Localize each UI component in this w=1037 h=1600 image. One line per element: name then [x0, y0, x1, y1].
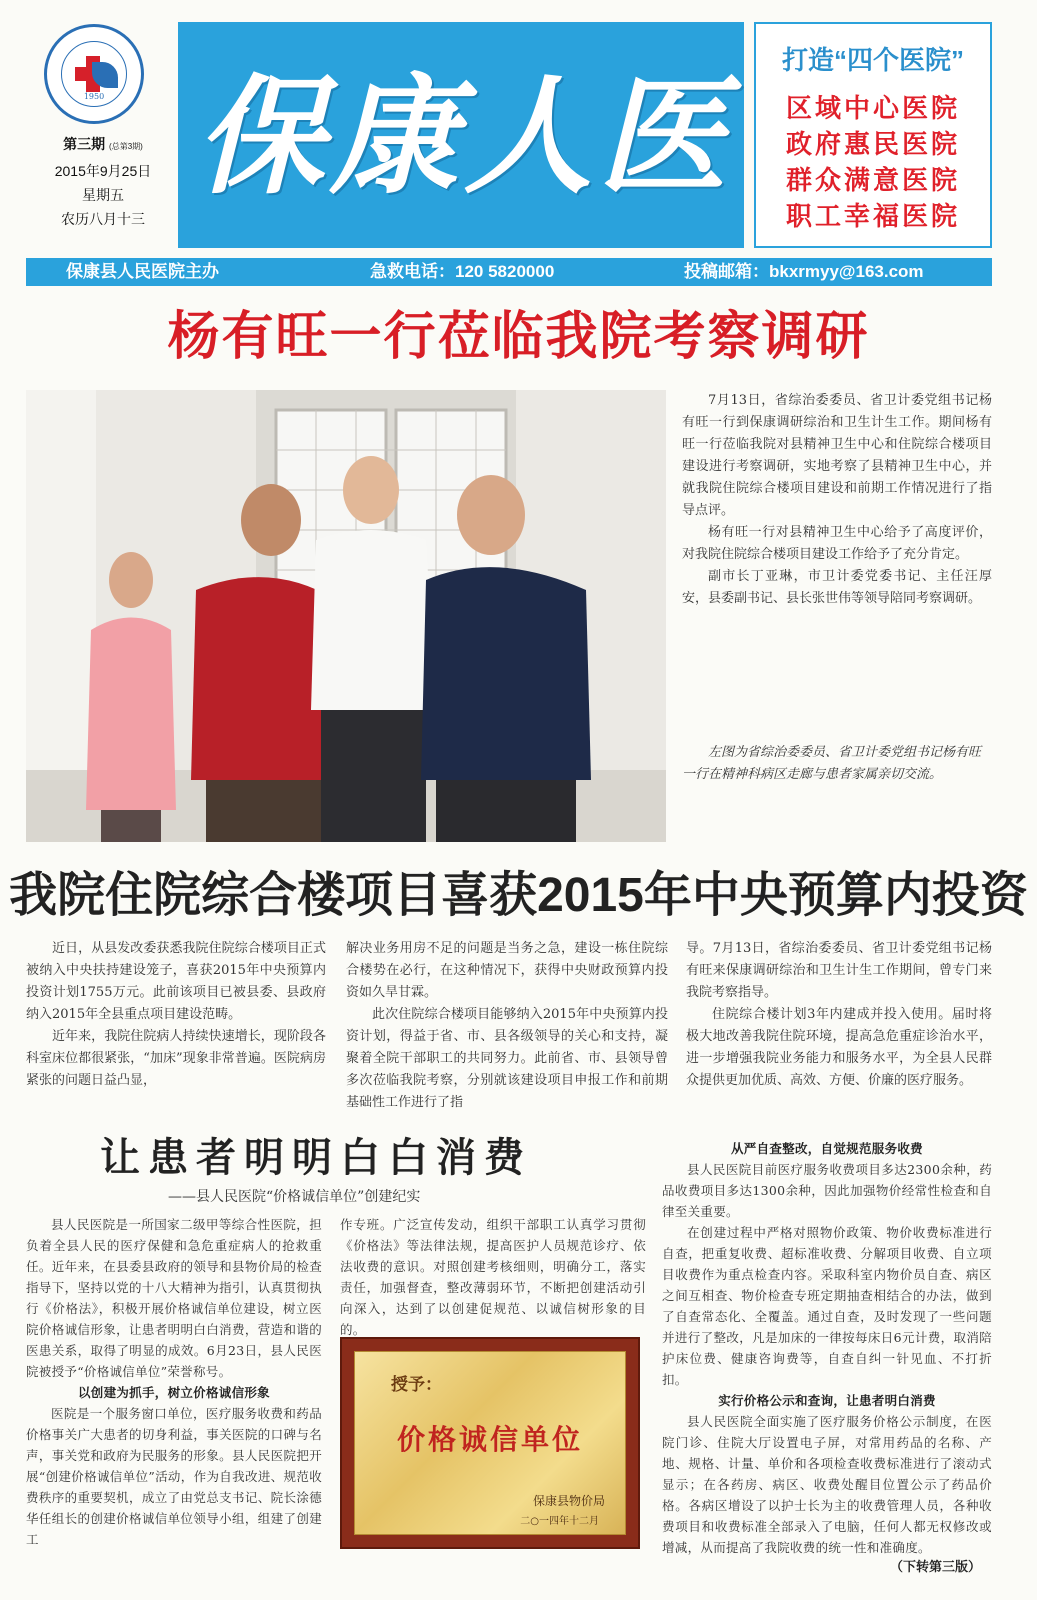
paragraph: 县人民医院目前医疗服务收费项目多达2300余种，药品收费项目多达1300余种，因此加强物价经常性检查和自律至关重要。	[662, 1162, 992, 1219]
honor-plaque	[340, 1337, 640, 1549]
article2-headline: 我院住院综合楼项目喜获2015年中央预算内投资	[9, 869, 1028, 922]
paragraph: 导。7月13日，省综治委委员、省卫计委党组书记杨有旺来保康调研综治和卫生计生工作期间，曾专门来我院考察指导。	[686, 941, 992, 1000]
continued-note: （下转第三版）	[890, 1560, 982, 1575]
issue-info	[38, 132, 168, 231]
section-subheading: 从严自查整改，自觉规范服务收费	[730, 1141, 923, 1156]
slogan-line: 区域中心医院	[785, 93, 960, 123]
slogan-line: 政府惠民医院	[785, 129, 960, 159]
slogan-box	[754, 22, 992, 248]
plaque-org: 保康县物价局	[532, 1494, 605, 1508]
email-text: 投稿邮箱：bkxrmyy@163.com	[684, 262, 924, 281]
plaque-date: 二○一四年十二月	[520, 1516, 599, 1527]
news-photo	[26, 390, 666, 842]
article1-headline: 杨有旺一行莅临我院考察调研	[167, 308, 870, 366]
slogan-line: 群众满意医院	[785, 165, 960, 195]
article1-body	[682, 390, 992, 610]
paragraph: 近日，从县发改委获悉我院住院综合楼项目正式被纳入中央扶持建设笼子，喜获2015年中央预算内投资计划1755万元。此前该项目已被县委、县政府纳入2015年全县重点项目建设范畴。	[26, 941, 326, 1022]
article3-headline: 让患者明明白白消费	[100, 1136, 532, 1180]
plaque-title: 价格诚信单位	[396, 1424, 583, 1455]
issue-number: 第三期	[63, 136, 106, 152]
slogan-line: 职工幸福医院	[785, 201, 960, 231]
article3-subtitle: ——县人民医院“价格诚信单位”创建纪实	[168, 1189, 421, 1205]
paragraph: 解决业务用房不足的问题是当务之急，建设一栋住院综合楼势在必行，在这种情况下，获得中央财政预算内投资如久旱甘霖。	[346, 941, 668, 1000]
paragraph: 县人民医院是一所国家二级甲等综合性医院，担负着全县人民的医疗保健和急危重症病人的抢救重任。近年来，在县委县政府的领导和县物价局的检查指导下，坚持以党的十八大精神为指引，认真贯彻执行《价格法》，积极开展价格诚信单位建设，树立医院价格诚信形象，让患者明明白白消费，营造和谐的医患关系，取得了明显的成效。6月23日，县人民医院被授予“价格诚信单位”荣誉称号。	[26, 1217, 322, 1379]
hospital-logo	[44, 24, 144, 124]
article3-col1	[26, 1214, 322, 1550]
sponsor-text: 保康县人民医院主办	[66, 262, 219, 281]
paragraph: 杨有旺一行对县精神卫生中心给予了高度评价，对我院住院综合楼项目建设工作给予了充分肯定。	[682, 525, 992, 562]
photo-illustration	[26, 390, 666, 842]
paragraph: 在创建过程中严格对照物价政策、物价收费标准进行自查，把重复收费、超标准收费、分解项目收费、自立项目收费作为重点检查内容。采取科室内物价员自查、病区之间互相查、物价检查专班定期抽查相结合的办法，做到了自查常态化、全覆盖。通过自查，及时发现了一些问题并进行了整改，凡是加床的一律按每床日6元计费，取消陪护床位费、健康咨询费等，自查自纠一针见血、不打折扣。	[662, 1225, 992, 1387]
article2-col1	[26, 938, 326, 1092]
plaque-face	[354, 1351, 626, 1535]
hotline-text: 急救电话：120 5820000	[370, 262, 555, 281]
section-subheading: 实行价格公示和查询，让患者明白消费	[718, 1393, 936, 1408]
article3-col2	[340, 1214, 646, 1340]
photo-caption: 左图为省综治委委员、省卫计委党组书记杨有旺一行在精神科病区走廊与患者家属亲切交流。	[682, 745, 982, 782]
paragraph: 此次住院综合楼项目能够纳入2015年中央预算内投资计划，得益于省、市、县各级领导的关心和支持，凝聚着全院干部职工的共同努力。此前省、市、县领导曾多次莅临我院考察，分别就该建设项目申报工作和前期基础性工作进行了指	[346, 1007, 668, 1110]
newspaper-title: 保康人医	[196, 62, 733, 212]
paragraph: 作专班。广泛宣传发动，组织干部职工认真学习贯彻《价格法》等法律法规，提高医护人员规范诊疗、依法收费的意识。对照创建考核细则，明确分工，落实责任，加强督查，整改薄弱环节，不断把创建活动引向深入，达到了以创建促规范、以诚信树形象的目的。	[340, 1217, 646, 1337]
logo-year: 1950	[83, 92, 105, 101]
masthead-banner	[178, 22, 744, 248]
paragraph: 7月13日，省综治委委员、省卫计委党组书记杨有旺一行到保康调研综治和卫生计生工作。期间杨有旺一行莅临我院对县精神卫生中心和住院综合楼项目建设进行考察调研，实地考察了县精神卫生中心，并就我院住院综合楼项目建设和前期工作情况进行了指导点评。	[682, 393, 992, 518]
paragraph: 医院是一个服务窗口单位，医疗服务收费和药品价格事关广大患者的切身利益，事关医院的口碑与名声，事关党和政府为民服务的形象。县人民医院把开展“创建价格诚信单位”活动，作为自我改进、规范收费秩序的重要契机，成立了由党总支书记、院长涂德华任组长的创建价格诚信单位领导小组，组建了创建工	[26, 1406, 322, 1547]
paragraph: 副市长丁亚琳，市卫计委党委书记、主任汪厚安，县委副书记、县长张世伟等领导陪同考察调研。	[682, 569, 992, 606]
article2-col3	[686, 938, 992, 1092]
section-subheading: 以创建为抓手，树立价格诚信形象	[77, 1385, 270, 1400]
logo-emblem	[61, 41, 127, 107]
plaque-grant: 授予：	[391, 1375, 442, 1395]
paragraph: 住院综合楼计划3年内建成并投入使用。届时将极大地改善我院住院环境，提高急危重症诊治水平，进一步增强我院业务能力和服务水平，为全县人民群众提供更加优质、高效、方便、价廉的医疗服务。	[686, 1007, 992, 1088]
article3-col3	[662, 1138, 992, 1558]
paragraph: 县人民医院全面实施了医疗服务价格公示制度，在医院门诊、住院大厅设置电子屏，对常用药品的名称、产地、规格、计量、单价和各项检查收费标准进行了滚动式显示；在各药房、病区、收费处醒目位置公示了药品价格。各病区增设了以护士长为主的收费管理人员，各种收费项目和收费标准全部录入了电脑，任何人都无权修改或增减，从而提高了我院收费的统一性和准确度。	[662, 1414, 992, 1555]
article2-col2	[346, 938, 668, 1114]
issue-date: 2015年9月25日	[54, 163, 152, 179]
issue-total: (总第3期)	[109, 142, 143, 151]
slogan-heading: 打造“四个医院”	[781, 45, 964, 75]
info-bar	[26, 258, 992, 286]
paragraph: 近年来，我院住院病人持续快速增长，现阶段各科室床位都很紧张，“加床”现象非常普遍。医院病房紧张的问题日益凸显，	[26, 1029, 326, 1088]
issue-weekday: 星期五	[82, 187, 124, 203]
issue-lunar-date: 农历八月十三	[61, 211, 145, 227]
